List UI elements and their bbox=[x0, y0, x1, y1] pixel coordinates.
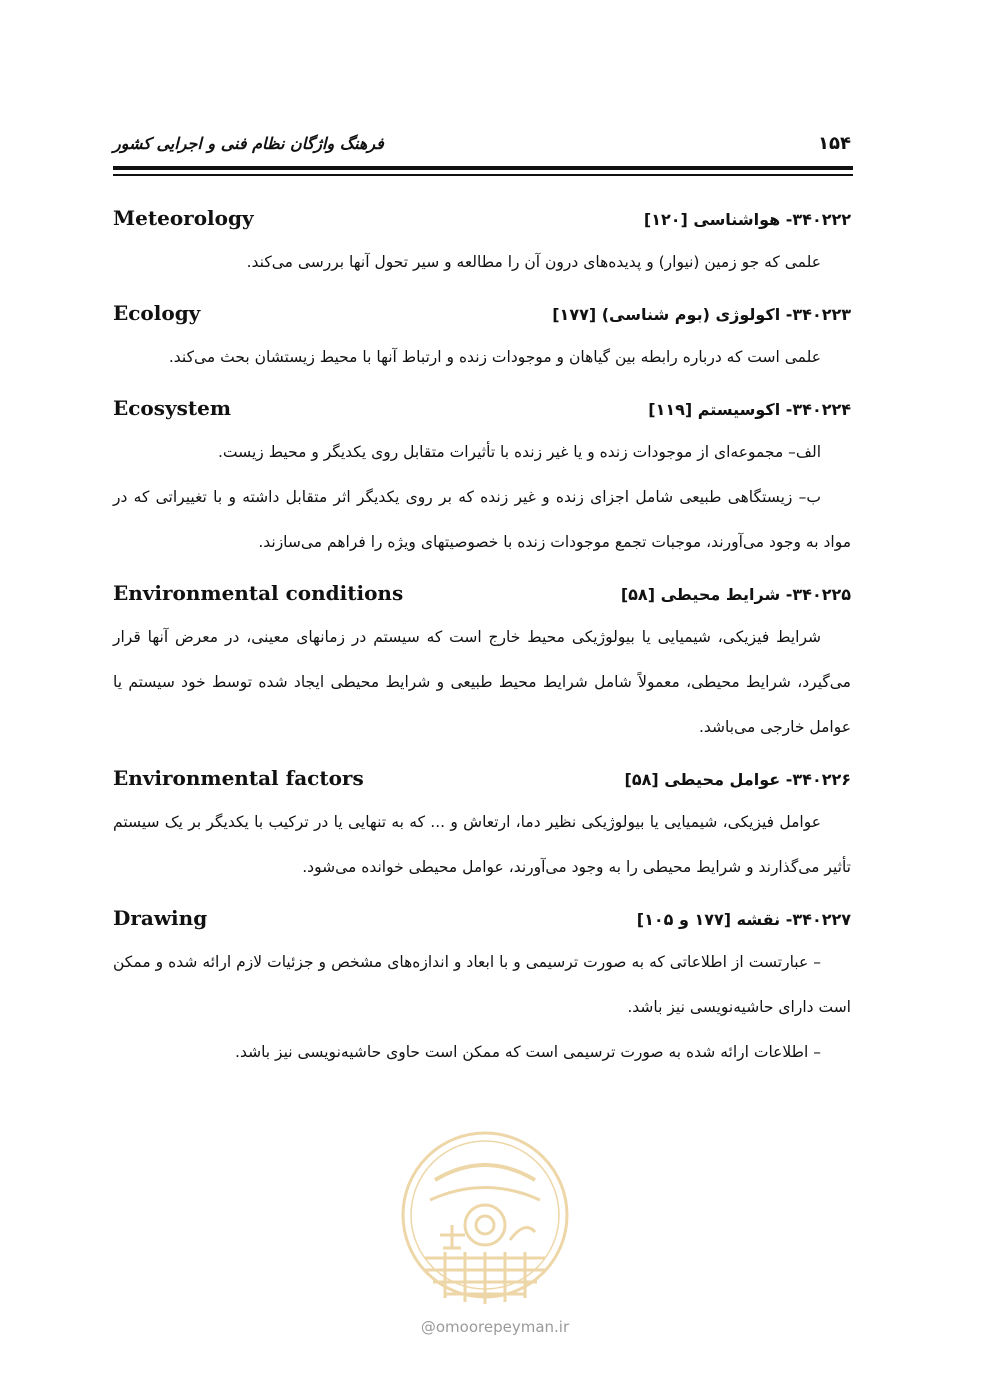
english-term: Ecosystem bbox=[113, 396, 232, 420]
entry-heading bbox=[113, 206, 851, 240]
entry-heading bbox=[113, 766, 851, 800]
glossary-entry bbox=[113, 906, 851, 1075]
english-term: Ecology bbox=[113, 301, 201, 325]
persian-term: ۳۴۰۲۲۵- شرایط محیطی [۵۸] bbox=[620, 585, 851, 604]
watermark-logo bbox=[395, 1120, 575, 1310]
glossary-entry bbox=[113, 206, 851, 285]
definition-paragraph: شرایط فیزیکی، شیمیایی یا بیولوژیکی محیط خارج است که سیستم در زمانهای معینی، در معرض آنها قرار می‌گیرد، شرایط محیطی، معمولاً شامل شرایط محیط طبیعی و شرایط محیطی ایجاد شده توسط خود سیستم یا عوامل خارجی می‌باشد. bbox=[113, 628, 851, 736]
persian-term: ۳۴۰۲۲۴- اکوسیستم [۱۱۹] bbox=[648, 400, 851, 419]
definition-paragraph: علمی که جو زمین (نیوار) و پدیده‌های درون آن را مطالعه و سیر تحول آنها بررسی می‌کند. bbox=[246, 253, 821, 271]
english-term: Meteorology bbox=[113, 206, 254, 230]
persian-term: ۳۴۰۲۲۶- عوامل محیطی [۵۸] bbox=[624, 770, 851, 789]
definition-paragraph: الف– مجموعه‌ای از موجودات زنده و یا غیر زنده با تأثیرات متقابل روی یکدیگر و محیط زیست. bbox=[218, 443, 821, 461]
definition-paragraph: – عبارتست از اطلاعاتی که به صورت ترسیمی و با ابعاد و اندازه‌های مشخص و جزئیات لازم ارائه شده و ممکن است دارای حاشیه‌نویسی نیز باشد. bbox=[113, 953, 851, 1016]
english-term: Environmental conditions bbox=[113, 581, 404, 605]
watermark-seal bbox=[403, 1133, 567, 1304]
glossary-entries bbox=[113, 206, 851, 1091]
header-rule-thin bbox=[113, 174, 853, 176]
persian-term: ۳۴۰۲۲۷- نقشه [۱۷۷ و ۱۰۵] bbox=[636, 910, 851, 929]
persian-term: ۳۴۰۲۲۳- اکولوژی (بوم شناسی) [۱۷۷] bbox=[552, 305, 851, 324]
running-title: فرهنگ واژگان نظام فنی و اجرایی کشور bbox=[113, 133, 384, 153]
entry-heading bbox=[113, 396, 851, 430]
definition-paragraph: ب– زیستگاهی طبیعی شامل اجزای زنده و غیر زنده که بر روی یکدیگر اثر متقابل داشته و با تغییراتی که در مواد به وجود می‌آورند، موجبات تجمع موجودات زنده با خصوصیتهای ویژه را فراهم می‌سازند. bbox=[113, 488, 851, 551]
english-term: Drawing bbox=[113, 906, 208, 930]
glossary-entry bbox=[113, 766, 851, 890]
page-header bbox=[113, 130, 851, 156]
definition-paragraph: – اطلاعات ارائه شده به صورت ترسیمی است که ممکن است حاوی حاشیه‌نویسی نیز باشد. bbox=[235, 1043, 821, 1061]
entry-heading bbox=[113, 906, 851, 940]
persian-term: ۳۴۰۲۲۲- هواشناسی [۱۲۰] bbox=[643, 210, 851, 229]
glossary-entry bbox=[113, 396, 851, 565]
english-term: Environmental factors bbox=[113, 766, 364, 790]
page-number: ۱۵۴ bbox=[818, 132, 851, 154]
entry-heading bbox=[113, 301, 851, 335]
entry-heading bbox=[113, 581, 851, 615]
glossary-entry bbox=[113, 581, 851, 750]
header-rule-thick bbox=[113, 166, 853, 170]
definition-paragraph: عوامل فیزیکی، شیمیایی یا بیولوژیکی نظیر دما، ارتعاش و ... که به تنهایی یا در ترکیب با یکدیگر بر یک سیستم تأثیر می‌گذارند و شرایط محیطی را به وجود می‌آورند، عوامل محیطی خوانده می‌شود. bbox=[113, 813, 851, 876]
definition-paragraph: علمی است که درباره رابطه بین گیاهان و موجودات زنده و ارتباط آنها با محیط زیستشان بحث می‌کند. bbox=[168, 348, 821, 366]
watermark-url: @omoorepeyman.ir bbox=[420, 1318, 570, 1336]
glossary-entry bbox=[113, 301, 851, 380]
